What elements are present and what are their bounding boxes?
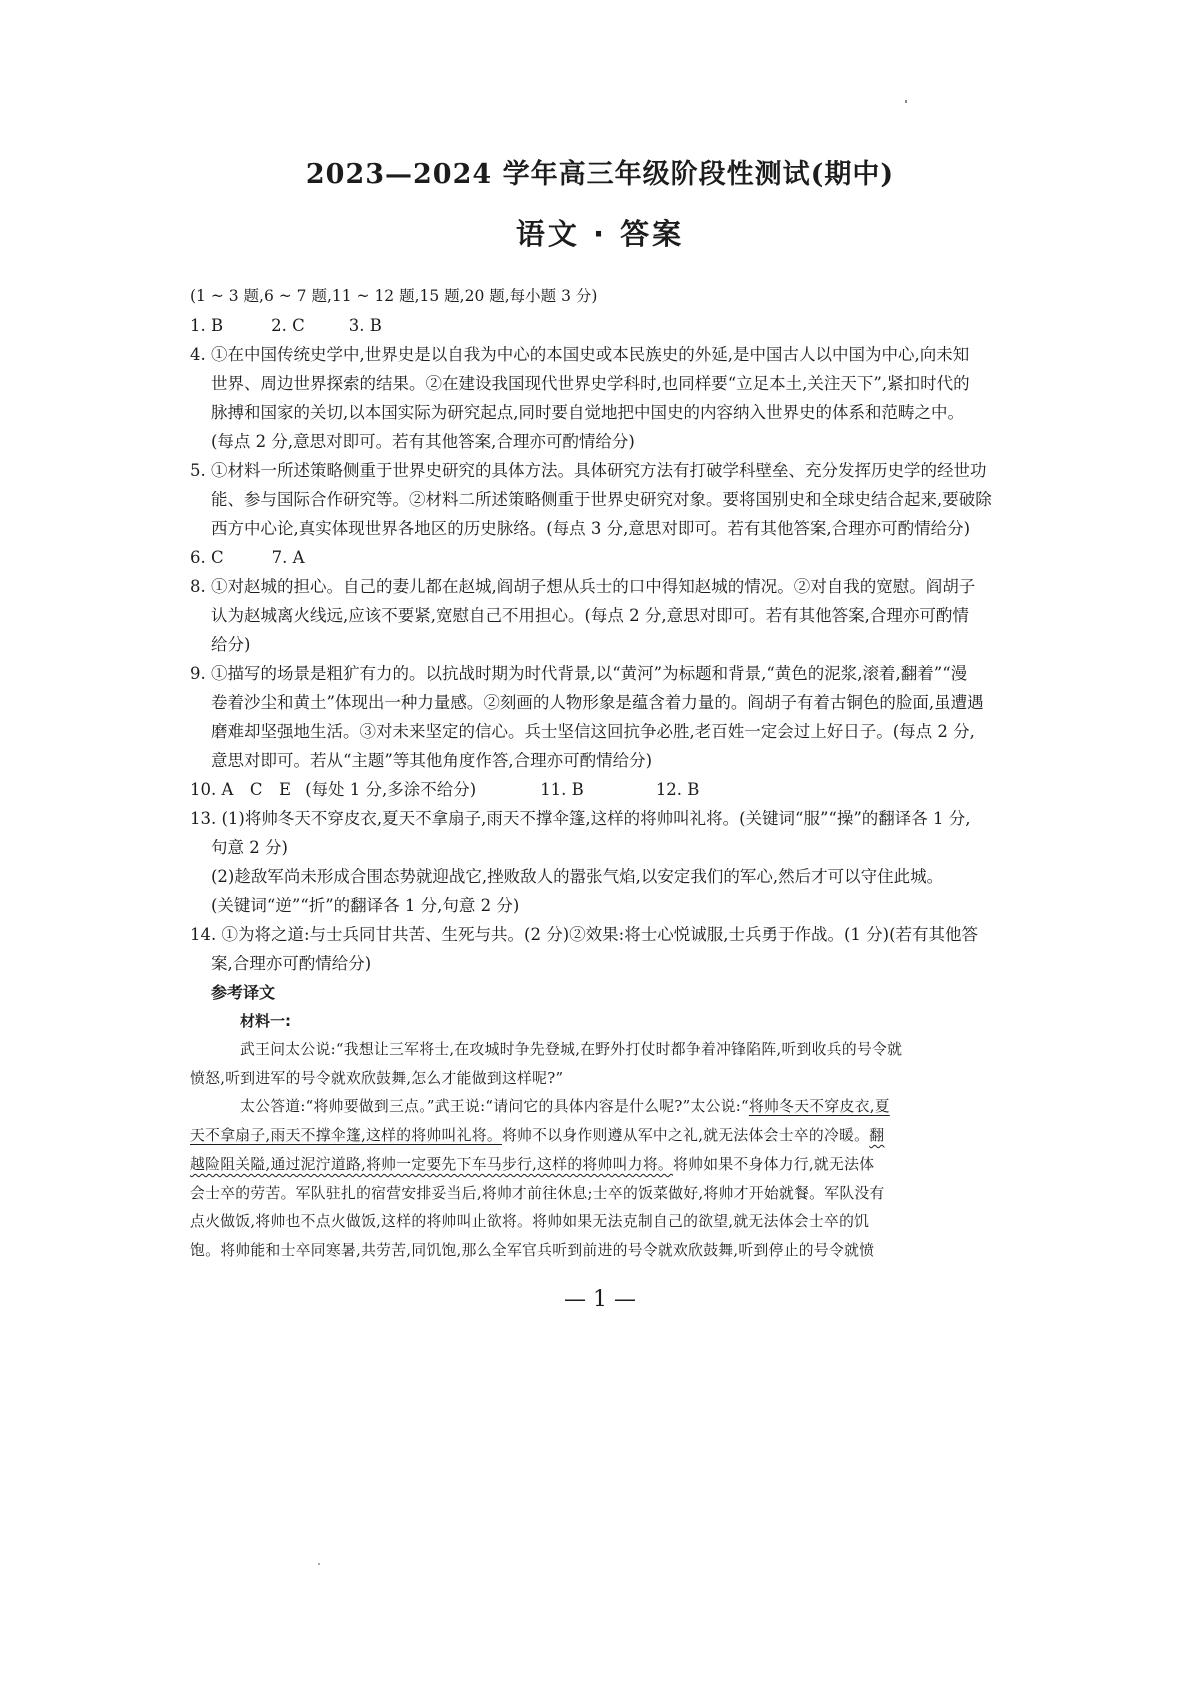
translation-line bbox=[190, 1151, 1050, 1180]
wavy-underlined-answer-text: 越险阻关隘,通过泥泞道路,将帅一定要先下车马步行,这样的将帅叫力将。 bbox=[190, 1155, 674, 1173]
answer-5-line: 能、参与国际合作研究等。②材料二所述策略侧重于世界史研究对象。要将国别史和全球史结合起来,要破除 bbox=[211, 490, 992, 509]
answer-9-line: 意思对即可。若从“主题”等其他角度作答,合理亦可酌情给分) bbox=[211, 751, 653, 770]
answer-4-line: 4. ①在中国传统史学中,世界史是以自我为中心的本国史或本民族史的外延,是中国古人以中国为中心,向未知 bbox=[190, 345, 970, 364]
page-title: 2023—2024 学年高三年级阶段性测试(期中) bbox=[305, 159, 895, 190]
underlined-answer-text: 将帅冬天不穿皮衣,夏 bbox=[748, 1098, 890, 1116]
answer-3: 3. B bbox=[348, 316, 382, 335]
answer-4-line: 世界、周边世界探索的结果。②在建设我国现代世界史学科时,也同样要“立足本土,关注天下”,紧扣时代的 bbox=[211, 374, 970, 393]
answers-10-12 bbox=[190, 775, 1050, 804]
page-number: — 1 — bbox=[564, 1287, 636, 1312]
answers-1-3 bbox=[190, 311, 1050, 340]
answer-9-line: 磨难却坚强地生活。③对未来坚定的信心。兵士坚信这回抗争必胜,老百姓一定会过上好日子。(每点 2 分, bbox=[211, 722, 975, 741]
underlined-answer-text: 天不拿扇子,雨天不撑伞篷,这样的将帅叫礼将。 bbox=[190, 1127, 502, 1145]
answer-14 bbox=[190, 920, 1050, 978]
material-one-heading: 材料一: bbox=[240, 1012, 291, 1030]
answer-9-line: 9. ①描写的场景是粗犷有力的。以抗战时期为时代背景,以“黄河”为标题和背景,“黄色的泥浆,滚着,翻着”“漫 bbox=[190, 664, 968, 683]
translation-line bbox=[190, 1122, 1050, 1151]
scan-speck bbox=[905, 100, 907, 103]
translation-line bbox=[190, 1093, 1050, 1122]
answers-6-7 bbox=[190, 543, 1050, 572]
answer-1: 1. B bbox=[190, 316, 224, 335]
translation-text: 将帅如果不身体力行,就无法体 bbox=[673, 1155, 875, 1173]
answer-14-line: 案,合理亦可酌情给分) bbox=[211, 954, 372, 973]
translation-line: 饱。将帅能和士卒同寒暑,共劳苦,同饥饱,那么全军官兵听到前进的号令就欢欣鼓舞,听到停止的号令就愤 bbox=[190, 1241, 875, 1259]
answer-8-line: 认为赵城离火线远,应该不要紧,宽慰自己不用担心。(每点 2 分,意思对即可。若有其他答案,合理亦可酌情 bbox=[211, 606, 969, 625]
answer-4-line: 脉搏和国家的关切,以本国实际为研究起点,同时要自觉地把中国史的内容纳入世界史的体系和范畴之中。 bbox=[211, 403, 964, 422]
answer-11: 11. B bbox=[540, 780, 584, 799]
answer-content bbox=[190, 282, 1050, 1266]
translation-line: 会士卒的劳苦。军队驻扎的宿营安排妥当后,将帅才前往休息;士卒的饭菜做好,将帅才开始就餐。军队没有 bbox=[190, 1184, 885, 1202]
answer-13-line: (2)趁敌军尚未形成合围态势就迎战它,挫败敌人的嚣张气焰,以安定我们的军心,然后才可以守住此城。 bbox=[211, 867, 944, 886]
answer-8-line: 给分) bbox=[211, 635, 251, 654]
scan-speck bbox=[318, 1563, 320, 1565]
wavy-underlined-answer-text: 翻 bbox=[869, 1127, 885, 1145]
answer-2: 2. C bbox=[271, 316, 305, 335]
reference-translation-heading: 参考译文 bbox=[211, 983, 276, 1002]
answer-12: 12. B bbox=[655, 780, 700, 799]
answer-10-note: (每处 1 分,多涂不给分) bbox=[305, 780, 477, 799]
answer-4-line: (每点 2 分,意思对即可。若有其他答案,合理亦可酌情给分) bbox=[211, 432, 635, 451]
answer-13-line: 句意 2 分) bbox=[211, 838, 288, 857]
answer-6: 6. C bbox=[190, 548, 224, 567]
answer-8-line: 8. ①对赵城的担心。自己的妻儿都在赵城,阎胡子想从兵士的口中得知赵城的情况。②对自我的宽慰。阎胡子 bbox=[190, 577, 976, 596]
answer-9-line: 卷着沙尘和黄土”体现出一种力量感。②刻画的人物形象是蕴含着力量的。阎胡子有着古铜色的脸面,虽遭遇 bbox=[211, 693, 984, 712]
translation-text: 将帅不以身作则遵从军中之礼,就无法体会士卒的冷暖。 bbox=[501, 1127, 870, 1145]
answer-14-line: 14. ①为将之道:与士兵同甘共苦、生死与共。(2 分)②效果:将士心悦诚服,士兵勇于作战。(1 分)(若有其他答 bbox=[190, 925, 979, 944]
answer-7: 7. A bbox=[271, 548, 305, 567]
answer-5 bbox=[190, 456, 1050, 543]
answer-9 bbox=[190, 659, 1050, 775]
translation-line: 武王问太公说:“我想让三军将士,在攻城时争先登城,在野外打仗时都争着冲锋陷阵,听到收兵的号令就 bbox=[240, 1041, 903, 1058]
answer-13-line: 13. (1)将帅冬天不穿皮衣,夏天不拿扇子,雨天不撑伞篷,这样的将帅叫礼将。(关键词“服”“操”的翻译各 1 分, bbox=[190, 809, 971, 828]
answer-4 bbox=[190, 340, 1050, 456]
answer-8 bbox=[190, 572, 1050, 659]
answer-13 bbox=[190, 804, 1050, 920]
score-note: (1 ~ 3 题,6 ~ 7 题,11 ~ 12 题,15 题,20 题,每小题 3 分) bbox=[190, 287, 598, 305]
translation-line: 点火做饭,将帅也不点火做饭,这样的将帅叫止欲将。将帅如果无法克制自己的欲望,就无法体会士卒的饥 bbox=[190, 1213, 870, 1231]
translation-text: 太公答道:“将帅要做到三点。”武王说:“请问它的具体内容是什么呢?”太公说:“ bbox=[240, 1098, 749, 1116]
reference-translation bbox=[190, 1036, 1050, 1266]
answer-10: 10. A C E bbox=[190, 780, 292, 799]
answer-13-line: (关键词“逆”“折”的翻译各 1 分,句意 2 分) bbox=[211, 896, 520, 915]
translation-line: 愤怒,听到进军的号令就欢欣鼓舞,怎么才能做到这样呢?” bbox=[190, 1069, 564, 1087]
answer-5-line: 5. ①材料一所述策略侧重于世界史研究的具体方法。具体研究方法有打破学科壁垒、充分发挥历史学的经世功 bbox=[190, 461, 987, 480]
answer-5-line: 西方中心论,真实体现世界各地区的历史脉络。(每点 3 分,意思对即可。若有其他答案,合理亦可酌情给分) bbox=[211, 519, 971, 538]
page-subtitle: 语文 · 答案 bbox=[515, 217, 685, 251]
